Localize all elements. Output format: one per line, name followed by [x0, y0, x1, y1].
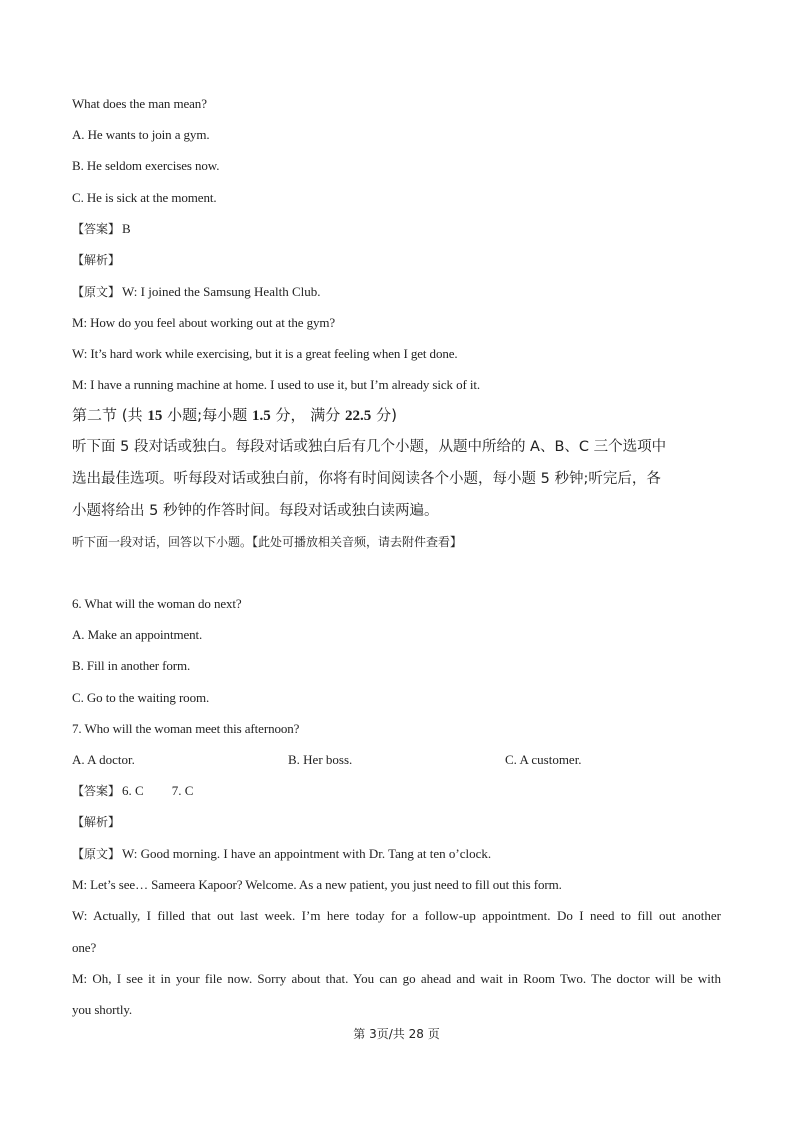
- option-b: B. He seldom exercises now.: [72, 158, 220, 173]
- answer-label: 【答案】: [72, 222, 121, 236]
- answer-value: B: [122, 221, 131, 236]
- transcript-line: M: Oh, I see it in your file now. Sorry about that. You can go ahead and wait in Room Two. The doctor will be with: [72, 971, 721, 986]
- page-number: 第 3页/共 28 页: [353, 1027, 440, 1041]
- answer-label: 【答案】: [72, 784, 121, 798]
- transcript-line: you shortly.: [72, 1002, 133, 1017]
- transcript-line: M: Let’s see… Sameera Kapoor? Welcome. As a new patient, you just need to fill out this form.: [72, 877, 562, 892]
- transcript-text: W: I joined the Samsung Health Club.: [122, 284, 321, 299]
- transcript-line: W: It’s hard work while exercising, but it is a great feeling when I get done.: [72, 346, 458, 361]
- option-a: A. He wants to join a gym.: [72, 127, 210, 142]
- option-c: C. A customer.: [505, 752, 582, 767]
- instruction-line: 听下面 5 段对话或独白。每段对话或独白后有几个小题，从题中所给的 A、B、C 三个选项中: [72, 439, 667, 455]
- option-b: B. Her boss.: [288, 752, 353, 767]
- answer-value: 7. C: [171, 783, 194, 798]
- option-a: A. Make an appointment.: [72, 627, 203, 642]
- analysis-label: 【解析】: [72, 253, 121, 267]
- transcript-line: M: I have a running machine at home. I used to use it, but I’m already sick of it.: [72, 377, 481, 392]
- source-label: 【原文】: [72, 847, 121, 861]
- instruction-line: 选出最佳选项。听每段对话或独白前，你将有时间阅读各个小题，每小题 5 秒钟;听完后，各: [72, 471, 661, 487]
- option-a: A. A doctor.: [72, 752, 135, 767]
- question-text: 6. What will the woman do next?: [72, 596, 242, 611]
- transcript-text: W: Good morning. I have an appointment with Dr. Tang at ten o’clock.: [122, 846, 492, 861]
- source-label: 【原文】: [72, 285, 121, 299]
- audio-note: 听下面一段对话，回答以下小题。【此处可播放相关音频，请去附件查看】: [72, 535, 463, 549]
- question-text: What does the man mean?: [72, 96, 207, 111]
- option-c: C. He is sick at the moment.: [72, 190, 217, 205]
- analysis-label: 【解析】: [72, 815, 121, 829]
- answer-value: 6. C: [122, 783, 144, 798]
- option-b: B. Fill in another form.: [72, 658, 191, 673]
- transcript-line: M: How do you feel about working out at the gym?: [72, 315, 336, 330]
- transcript-line: W: Actually, I filled that out last week. I’m here today for a follow-up appointment. Do I need to fill out another: [72, 908, 721, 923]
- transcript-line: [72, 846, 491, 862]
- section-heading: 第二节 (共 15 小题;每小题 1.5 分， 满分 22.5 分): [72, 406, 397, 424]
- transcript-line: one?: [72, 940, 97, 955]
- answer-line: [72, 783, 193, 799]
- option-c: C. Go to the waiting room.: [72, 690, 210, 705]
- answer-line: [72, 221, 131, 237]
- instruction-line: 小题将给出 5 秒钟的作答时间。每段对话或独白读两遍。: [72, 503, 439, 519]
- question-text: 7. Who will the woman meet this afternoon?: [72, 721, 300, 736]
- transcript-line: [72, 284, 320, 300]
